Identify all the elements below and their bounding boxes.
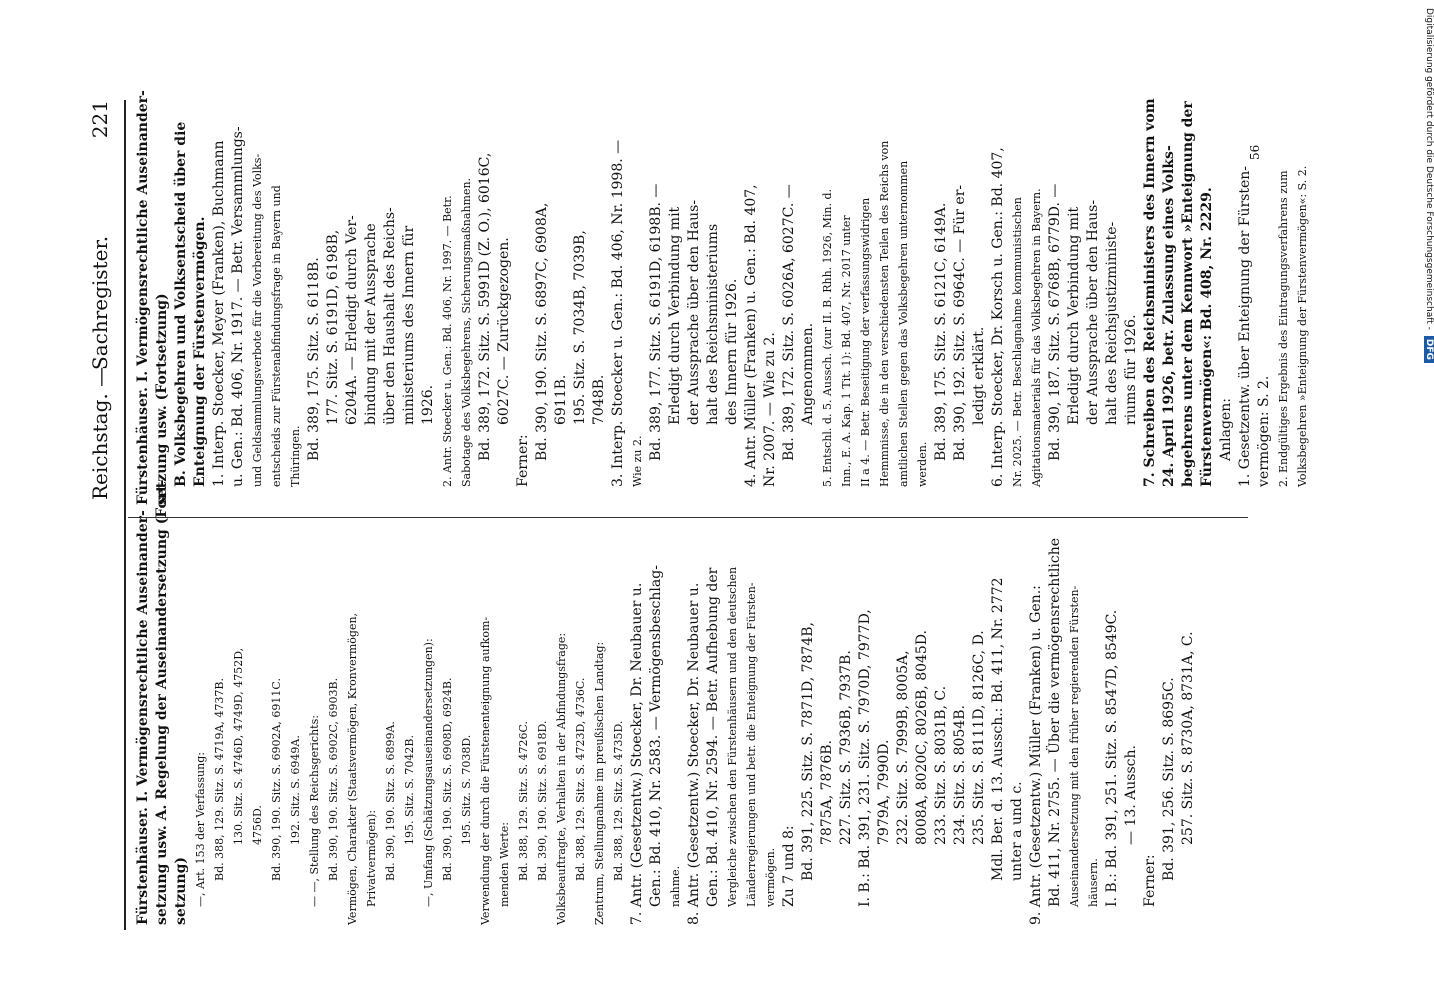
entry-line: Bd. 390, 190. Sitz. S. 6908D, 6924B. (441, 677, 454, 881)
entry-line: Bd. 390, 190. Sitz. S. 6918D. (536, 720, 549, 881)
entry-line: 24. April 1926, betr. Zulassung eines Volks- (1161, 145, 1177, 487)
entry-line: Bd. 388, 129. Sitz. S. 4735D. (612, 720, 625, 881)
entry-line: Zu 7 und 8: (781, 825, 797, 907)
entry-line: ministeriums des Innern für (401, 225, 417, 425)
entry-line: Bd. 389, 175. Sitz. S. 6118B. (306, 257, 322, 461)
entry-line: Gen.: Bd. 410, Nr. 2594. — Betr. Aufhebung der (705, 567, 721, 907)
entry-line: Mdl. Ber. d. 13. Aussch.: Bd. 411, Nr. 2772 (990, 577, 1006, 881)
entry-line: 6911B. (553, 374, 569, 425)
entry-item: 2. Antr. Stoecker u. Gen.: Bd. 406, Nr. 1997. — Betr. (441, 195, 454, 487)
entry-item: 3. Interp. Stoecker u. Gen.: Bd. 406, Nr. 1998. — (610, 139, 626, 487)
entry-line: 232. Sitz. S. 7999B, 8005A, (895, 650, 911, 845)
entry-line: Volksbeauftragte, Verhalten in der Abfindungsfrage: (555, 632, 568, 925)
credit-text: Digitalisierung gefördert durch die Deutsche Forschungsgemeinschaft - (1424, 8, 1434, 330)
entry-line: Thüringen. (289, 425, 302, 487)
dfg-logo: DFG (1424, 336, 1434, 363)
entry-line: halt des Reichsjustizministe- (1104, 221, 1120, 425)
entry-line: Hemmnisse, die in den verschiedensten Teilen des Reichs von (878, 140, 891, 487)
entry-line: Bd. 389, 172. Sitz. S. 6026A, 6027C. — (781, 184, 797, 461)
entry-line: über den Haushalt des Reichs- (382, 207, 398, 425)
entry-heading-cont: setzung usw. A. Regelung der Auseinandersetzung (Fort- (154, 479, 170, 925)
entry-line: Bd. 390, 190. Sitz. S. 6899A. (384, 721, 397, 881)
entry-line: Bd. 389, 175. Sitz. S. 6121C, 6149A. (933, 202, 949, 461)
entry-line: 177. Sitz. S. 6191D, 6198B, (325, 229, 341, 425)
entry-line: Agitationsmaterials für das Volksbegehren in Bayern. (1030, 188, 1043, 487)
entry-line: 8008A, 8020C, 8026B, 8045D. (914, 629, 930, 845)
right-column (134, 90, 1312, 505)
entry-line: Bd. 389, 172. Sitz. S. 5991D (Z. O.), 6016C, (477, 152, 493, 461)
entry-line: I. B.: Bd. 391, 231. Sitz. S. 7970D, 7977D, (857, 609, 873, 907)
entry-line: u. Gen.: Bd. 406, Nr. 1917. — Betr. Versammlungs- (230, 126, 246, 487)
entry-heading: Fürstenhäuser. I. Vermögensrechtliche Auseinander- (135, 510, 151, 925)
entry-line: unter a und c. (1009, 781, 1025, 881)
entry-line: —, Umfang (Schätzungsauseinandersetzungen): (422, 638, 435, 907)
entry-line: Bd. 391, 256. Sitz. S. 8695C. (1161, 677, 1177, 881)
entry-line: Zentrum, Stellungnahme im preußischen Landtag: (593, 641, 606, 925)
entry-line: 195. Sitz. S. 7034B, 7039B, (572, 230, 588, 425)
entry-line: Wie zu 2. (631, 435, 644, 487)
entry-line: Nr. 2007. — Wie zu 2. (762, 332, 778, 487)
entry-line: Anlagen: (1218, 398, 1234, 461)
entry-line: 1. Gesetzentw. über Enteignung der Fürsten- (1237, 165, 1253, 487)
entry-line: Bd. 388, 129. Sitz. S. 4726C. (517, 720, 530, 881)
entry-line: Bd. 388, 129. Sitz. S. 4723D, 4736C. (574, 677, 587, 881)
entry-item: 6. Interp. Stoecker, Dr. Korsch u. Gen.: Bd. 407, (990, 147, 1006, 487)
entry-line: amtlichen Stellen gegen das Volksbegehren unternommen (897, 160, 910, 487)
entry-line: Ferner: (515, 434, 531, 487)
entry-line: — —, Stellung des Reichsgerichts: (308, 715, 321, 907)
entry-line: Angenommen. (800, 322, 816, 425)
entry-line: Vergleiche zwischen den Fürstenhäusern und den deutschen (726, 566, 739, 907)
entry-line: halt des Reichsministeriums (705, 223, 721, 425)
entry-line: Bd. 411, Nr. 2755. — Über die vermögensrechtliche (1047, 537, 1063, 907)
entry-line: vermögen: S. 2. (1256, 375, 1272, 487)
entry-heading-cont: setzung) (173, 857, 189, 925)
entry-line: Ferner: (1142, 854, 1158, 907)
entry-line: 235. Sitz. S. 8111D, 8126C, D. (971, 630, 987, 845)
entry-line: der Aussprache über den Haus- (686, 199, 702, 425)
entry-line: — 13. Aussch. (1123, 745, 1139, 845)
entry-line: Bd. 388, 129. Sitz. S. 4719A, 4737B. (213, 677, 226, 881)
entry-line: 257. Sitz. S. 8730A, 8731A, C. (1180, 631, 1196, 845)
entry-item: 5. Entschl. d. 5. Aussch. (zur II. B. Rhh. 1926, Min. d. (821, 188, 834, 487)
entry-line: —, Art. 153 der Verfassung: (194, 752, 207, 907)
entry-line: werden. (916, 441, 929, 487)
header-title: Sachregister. (88, 235, 112, 370)
entry-line: und Geldsammlungsverbote für die Vorbereitung des Volks- (251, 153, 264, 487)
rotated-page-content (80, 50, 1309, 950)
entry-line: Sabotage des Volksbegehrens, Sicherungsmaßnahmen. (460, 177, 473, 487)
entry-line: bindung mit der Aussprache (363, 223, 379, 425)
entry-line: Verwendung der durch die Fürstenenteignung aufkom- (479, 616, 492, 925)
entry-line: Bd. 389, 177. Sitz. S. 6191D, 6198B. — (648, 183, 664, 461)
entry-line: Nr. 2025. — Betr. Beschlagnahme kommunistischen (1011, 197, 1024, 487)
entry-item: 7. Schreiben des Reichsministers des Innern vom (1142, 98, 1158, 487)
entry-item: 8. Antr. (Gesetzentw.) Stoecker, Dr. Neubauer u. (686, 582, 702, 925)
entry-line: des Innern für 1926. (724, 278, 740, 425)
header-rule (124, 100, 126, 930)
entry-line: 7979A, 7990D. (876, 739, 892, 845)
entry-item: 7. Antr. (Gesetzentw.) Stoecker, Dr. Neubauer u. (629, 582, 645, 925)
entry-line: 227. Sitz. S. 7936B, 7937B. (838, 650, 854, 845)
entry-line: Vermögen, Charakter (Staatsvermögen, Kronvermögen, (346, 612, 359, 925)
entry-line: ledigt erklärt. (971, 326, 987, 425)
entry-line: Bd. 390, 190. Sitz. S. 6897C, 6908A, (534, 202, 550, 461)
entry-line: 233. Sitz. S. 8031B, C. (933, 685, 949, 845)
entry-line: Volksbegehren »Enteignung der Fürstenvermögen«: S. 2. (1296, 165, 1309, 487)
digitization-credit (1418, 8, 1434, 993)
entry-line: 4756D. (251, 805, 264, 845)
left-column (134, 479, 1198, 925)
entry-line: 2. Endgültiges Ergebnis des Eintragungsverfahrens zum (1277, 170, 1290, 487)
entry-line: der Aussprache über den Haus- (1085, 199, 1101, 425)
entry-line: 130. Sitz. S. 4746D, 4749D, 4752D, (232, 647, 245, 845)
entry-line: begehrens unter dem Kennwort »Enteignung der (1180, 101, 1196, 487)
entry-line: vermögen. (764, 847, 777, 907)
entry-line: Erledigt durch Verbindung mit (1066, 206, 1082, 425)
section-heading: B. Volksbegehren und Volksentscheid über die (173, 121, 189, 487)
entry-line: riums für 1926. (1123, 314, 1139, 425)
entry-line: Fürstenvermögen«: Bd. 408, Nr. 2229. (1199, 187, 1215, 487)
section-heading-cont: Enteignung der Fürstenvermögen. (192, 216, 208, 487)
entry-line: 192. Sitz. S. 6949A. (289, 735, 302, 845)
entry-line: Bd. 390, 190. Sitz. S. 6902C, 6903B. (327, 677, 340, 881)
entry-line: 6204A. — Erledigt durch Ver- (344, 215, 360, 425)
entry-line: 195. Sitz. S. 7042B. (403, 735, 416, 845)
entry-line: 7048B. (591, 374, 607, 425)
entry-line: entscheids zur Fürstenabfindungsfrage in Bayern und (270, 185, 283, 487)
entry-line: Bd. 390, 192. Sitz. S. 6964C. — Für er- (952, 184, 968, 461)
entry-heading-cont: setzung usw. (Fortsetzung) (154, 293, 170, 505)
entry-line: 7875A, 7876B. (819, 739, 835, 845)
entry-line: Erledigt durch Verbindung mit (667, 206, 683, 425)
entry-line: 6027C. — Zurückgezogen. (496, 237, 512, 425)
footer-number: 56 (1248, 144, 1262, 160)
entry-heading: Fürstenhäuser. I. Vermögensrechtliche Auseinander- (135, 90, 151, 505)
entry-line: Länderregierungen und betr. die Enteignung der Fürsten- (745, 582, 758, 907)
entry-item: 1. Interp. Stoecker, Meyer (Franken), Buchmann (211, 140, 227, 487)
header-left: Reichstag. — (88, 366, 112, 500)
entry-line: 1926. (420, 384, 436, 425)
entry-line: Privatvermögen): (365, 809, 378, 907)
entry-item: 4. Antr. Müller (Franken) u. Gen.: Bd. 407, (743, 184, 759, 487)
entry-item: 9. Antr. (Gesetzentw.) Müller (Franken) u. Gen.: (1028, 585, 1044, 925)
entry-line: Auseinandersetzung mit den früher regierenden Fürsten- (1068, 585, 1081, 907)
entry-line: nahme. (669, 865, 682, 907)
page-number: 221 (88, 100, 112, 139)
entry-line: Bd. 390, 190. Sitz. S. 6902A, 6911C. (270, 678, 283, 881)
entry-line: II a 4. — Betr. Beseitigung der verfassungswidrigen (859, 197, 872, 487)
entry-line: Bd. 391, 225. Sitz. S. 7871D, 7874B, (800, 622, 816, 881)
entry-line: häusern. (1087, 858, 1100, 907)
entry-line: 234. Sitz. S. 8054B. (952, 705, 968, 845)
entry-line: I. B.: Bd. 391, 251. Sitz. S. 8547D, 8549C. (1104, 609, 1120, 907)
entry-line: Bd. 390, 187. Sitz. S. 6768B, 6779D. — (1047, 183, 1063, 461)
entry-line: Gen.: Bd. 410, Nr. 2583. — Vermögensbeschlag- (648, 565, 664, 907)
page-header (88, 100, 128, 930)
entry-line: 195. Sitz. S. 7038D. (460, 734, 473, 845)
entry-line: Inn., E. A. Kap. 1 Tit. 1): Bd. 407, Nr. 2017 unter (840, 215, 853, 487)
entry-line: menden Werte: (498, 822, 511, 907)
